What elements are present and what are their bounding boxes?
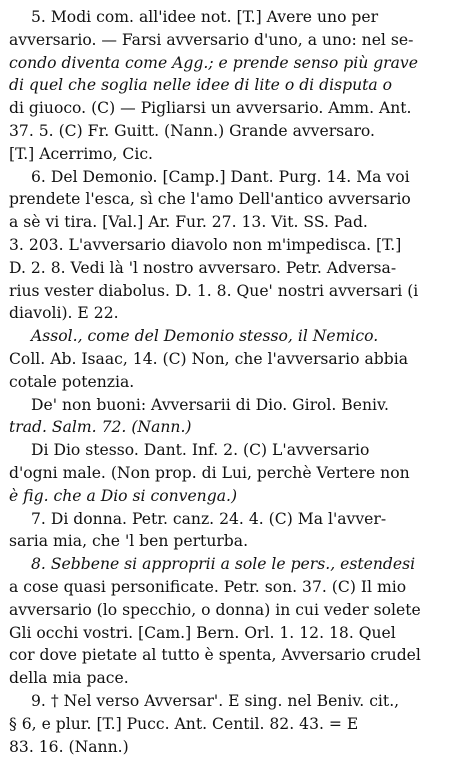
text-line: diavoli). E 22. xyxy=(9,302,465,325)
text-line: 5. Modi com. all'idee not. [T.] Avere uno per xyxy=(9,6,465,29)
sense-5 xyxy=(9,6,465,166)
text-line: 37. 5. (C) Fr. Guitt. (Nann.) Grande avversaro. xyxy=(9,120,465,143)
sense-6 xyxy=(9,166,465,326)
text-line: Assol., come del Demonio stesso, il Nemico. xyxy=(9,325,465,348)
text-line: 83. 16. (Nann.) xyxy=(9,736,465,758)
text-line: De' non buoni: Avversarii di Dio. Girol. Beniv. xyxy=(9,394,465,417)
text-line: della mia pace. xyxy=(9,667,465,690)
text-line: condo diventa come Agg.; e prende senso più grave xyxy=(9,52,465,75)
text-line: trad. Salm. 72. (Nann.) xyxy=(9,416,465,439)
text-line: di quel che soglia nelle idee di lite o di disputa o xyxy=(9,74,465,97)
sense-8 xyxy=(9,553,465,690)
text-line: di giuoco. (C) — Pigliarsi un avversario. Amm. Ant. xyxy=(9,97,465,120)
text-line: saria mia, che 'l ben perturba. xyxy=(9,530,465,553)
text-line: Coll. Ab. Isaac, 14. (C) Non, che l'avversario abbia xyxy=(9,348,465,371)
text-line: 8. Sebbene si approprii a sole le pers., estendesi xyxy=(9,553,465,576)
text-line: 7. Di donna. Petr. canz. 24. 4. (C) Ma l'avver- xyxy=(9,508,465,531)
text-line: è fig. che a Dio si convenga.) xyxy=(9,485,465,508)
sub-sense-non-buoni xyxy=(9,394,465,440)
text-line: cotale potenzia. xyxy=(9,371,465,394)
text-line: cor dove pietate al tutto è spenta, Avversario crudel xyxy=(9,644,465,667)
text-line: a cose quasi personificate. Petr. son. 37. (C) Il mio xyxy=(9,576,465,599)
text-line: 9. † Nel verso Avversar'. E sing. nel Beniv. cit., xyxy=(9,690,465,713)
sense-9 xyxy=(9,690,465,758)
text-line: d'ogni male. (Non prop. di Lui, perchè Vertere non xyxy=(9,462,465,485)
text-line: [T.] Acerrimo, Cic. xyxy=(9,143,465,166)
text-line: 6. Del Demonio. [Camp.] Dant. Purg. 14. Ma voi xyxy=(9,166,465,189)
text-line: avversario. — Farsi avversario d'uno, a uno: nel se- xyxy=(9,29,465,52)
text-line: prendete l'esca, sì che l'amo Dell'antico avversario xyxy=(9,188,465,211)
sense-7 xyxy=(9,508,465,554)
sub-sense-di-dio xyxy=(9,439,465,507)
text-line: § 6, e plur. [T.] Pucc. Ant. Centil. 82. 43. = E xyxy=(9,713,465,736)
text-line: Di Dio stesso. Dant. Inf. 2. (C) L'avversario xyxy=(9,439,465,462)
text-line: a sè vi tira. [Val.] Ar. Fur. 27. 13. Vit. SS. Pad. xyxy=(9,211,465,234)
text-line: avversario (lo specchio, o donna) in cui veder solete xyxy=(9,599,465,622)
sub-sense-assol xyxy=(9,325,465,393)
text-line: D. 2. 8. Vedi là 'l nostro avversaro. Petr. Adversa- xyxy=(9,257,465,280)
text-line: rius vester diabolus. D. 1. 8. Que' nostri avversari (i xyxy=(9,280,465,303)
text-line: 3. 203. L'avversario diavolo non m'impedisca. [T.] xyxy=(9,234,465,257)
text-line: Gli occhi vostri. [Cam.] Bern. Orl. 1. 12. 18. Quel xyxy=(9,622,465,645)
